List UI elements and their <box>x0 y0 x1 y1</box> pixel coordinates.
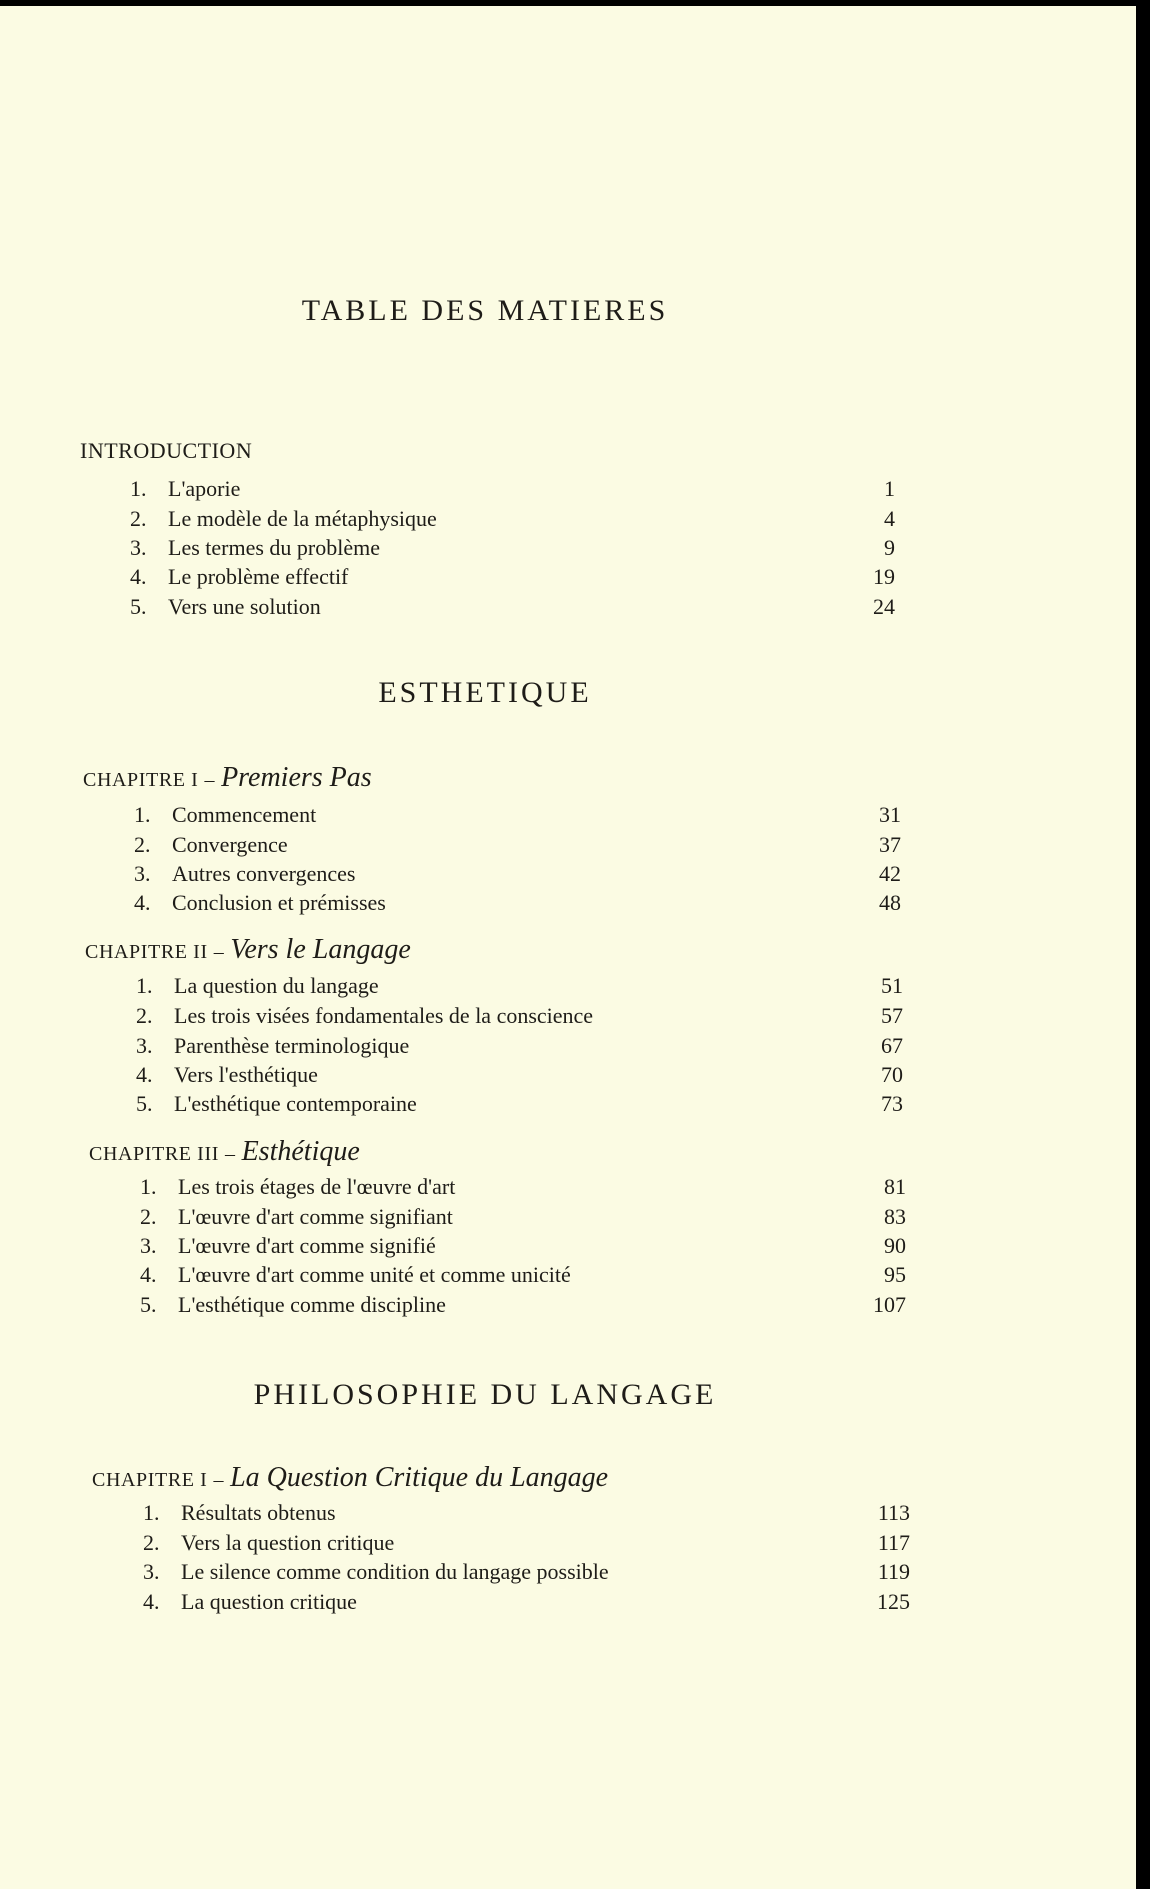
entry-title: L'aporie <box>168 476 241 501</box>
entry-page: 70 <box>881 1062 903 1087</box>
toc-entry[interactable] <box>143 1557 910 1587</box>
entry-page: 81 <box>884 1174 906 1199</box>
toc-entry[interactable] <box>136 1089 903 1119</box>
chapter-dash: – <box>204 769 216 791</box>
entry-number: 1. <box>130 476 147 501</box>
entry-title: Parenthèse terminologique <box>174 1033 410 1058</box>
toc-entry[interactable] <box>134 830 901 860</box>
entry-page: 67 <box>881 1033 903 1058</box>
toc-entry[interactable] <box>136 971 903 1001</box>
entry-number: 2. <box>140 1204 157 1229</box>
entry-title: Le problème effectif <box>168 564 349 589</box>
toc-entry[interactable] <box>143 1587 910 1617</box>
entry-number: 1. <box>143 1500 160 1525</box>
entry-page: 90 <box>884 1233 906 1258</box>
entry-page: 4 <box>884 506 895 531</box>
entry-page: 48 <box>879 890 901 915</box>
entry-title: La question critique <box>181 1589 357 1614</box>
entry-page: 117 <box>877 1530 910 1555</box>
chapter-subtitle: Esthétique <box>241 1136 360 1167</box>
chapter-dash: – <box>213 1469 225 1491</box>
entry-page: 9 <box>884 535 895 560</box>
entry-number: 1. <box>136 973 153 998</box>
toc-entry[interactable] <box>130 562 895 592</box>
entry-page: 119 <box>877 1559 910 1584</box>
entry-title: Conclusion et prémisses <box>172 890 386 915</box>
entry-page: 31 <box>879 802 901 827</box>
entry-title: L'esthétique comme discipline <box>178 1292 446 1317</box>
toc-entry[interactable] <box>140 1202 906 1232</box>
entry-number: 5. <box>140 1292 157 1317</box>
chapter-label: CHAPITRE I <box>92 1469 208 1491</box>
toc-entry[interactable] <box>140 1290 906 1320</box>
chapter-heading <box>92 1462 608 1494</box>
introduction-heading: INTRODUCTION <box>80 438 253 463</box>
entry-title: L'œuvre d'art comme signifiant <box>178 1204 453 1229</box>
toc-entry[interactable] <box>136 1031 903 1061</box>
entry-number: 2. <box>136 1003 153 1028</box>
toc-entry[interactable] <box>136 1001 903 1031</box>
entry-number: 3. <box>140 1233 157 1258</box>
entry-page: 73 <box>881 1091 903 1116</box>
toc-entry[interactable] <box>134 800 901 830</box>
entry-page: 1 <box>884 476 895 501</box>
entry-number: 4. <box>140 1262 157 1287</box>
entry-title: La question du langage <box>174 973 379 998</box>
entry-title: Vers l'esthétique <box>174 1062 318 1087</box>
entry-title: Vers une solution <box>168 594 321 619</box>
toc-entry[interactable] <box>130 592 895 622</box>
section-title-esthetique: ESTHETIQUE <box>378 676 592 709</box>
entry-number: 3. <box>130 535 147 560</box>
entry-title: Résultats obtenus <box>181 1500 336 1525</box>
entry-number: 3. <box>134 861 151 886</box>
entry-title: Le modèle de la métaphysique <box>168 506 437 531</box>
entry-page: 125 <box>877 1589 910 1614</box>
entry-page: 19 <box>873 564 895 589</box>
chapter-label: CHAPITRE I <box>83 769 199 791</box>
entry-page: 113 <box>877 1500 910 1525</box>
entry-title: Convergence <box>172 832 288 857</box>
entry-page: 24 <box>873 594 895 619</box>
toc-entry[interactable] <box>134 888 901 918</box>
book-page <box>0 6 1136 1889</box>
entry-title: Les trois étages de l'œuvre d'art <box>178 1174 456 1199</box>
entry-number: 4. <box>136 1062 153 1087</box>
entry-number: 2. <box>130 506 147 531</box>
toc-entry[interactable] <box>140 1231 906 1261</box>
entry-title: Les termes du problème <box>168 535 380 560</box>
entry-page: 95 <box>884 1262 906 1287</box>
chapter-heading <box>83 762 372 794</box>
entry-title: L'esthétique contemporaine <box>174 1091 417 1116</box>
entry-number: 2. <box>134 832 151 857</box>
toc-entry[interactable] <box>140 1172 906 1202</box>
chapter-subtitle: Vers le Langage <box>230 934 411 965</box>
chapter-label: CHAPITRE II <box>85 941 208 963</box>
entry-number: 4. <box>134 890 151 915</box>
toc-entry[interactable] <box>130 504 895 534</box>
chapter-label: CHAPITRE III <box>89 1143 219 1165</box>
entry-page: 37 <box>879 832 901 857</box>
toc-entry[interactable] <box>143 1498 910 1528</box>
toc-entry[interactable] <box>140 1260 906 1290</box>
chapter-dash: – <box>224 1143 236 1165</box>
section-title-philosophie: PHILOSOPHIE DU LANGAGE <box>253 1378 717 1411</box>
entry-title: Les trois visées fondamentales de la conscience <box>174 1003 594 1028</box>
chapter-dash: – <box>213 941 225 963</box>
toc-entry[interactable] <box>130 474 895 504</box>
page-title: TABLE DES MATIERES <box>301 294 669 327</box>
entry-number: 2. <box>143 1530 160 1555</box>
entry-number: 3. <box>143 1559 160 1584</box>
entry-number: 5. <box>130 594 147 619</box>
toc-entry[interactable] <box>134 859 901 889</box>
entry-title: Le silence comme condition du langage possible <box>181 1559 609 1584</box>
chapter-heading <box>89 1136 360 1168</box>
entry-page: 83 <box>884 1204 906 1229</box>
entry-title: Vers la question critique <box>181 1530 395 1555</box>
chapter-subtitle: Premiers Pas <box>221 762 372 793</box>
entry-page: 51 <box>881 973 903 998</box>
entry-number: 1. <box>140 1174 157 1199</box>
entry-page: 42 <box>879 861 901 886</box>
toc-entry[interactable] <box>143 1528 910 1558</box>
entry-number: 3. <box>136 1033 153 1058</box>
chapter-heading <box>85 934 411 966</box>
entry-title: Commencement <box>172 802 317 827</box>
toc-entry[interactable] <box>130 533 895 563</box>
entry-page: 107 <box>873 1292 906 1317</box>
entry-number: 4. <box>143 1589 160 1614</box>
entry-title: Autres convergences <box>172 861 356 886</box>
toc-entry[interactable] <box>136 1060 903 1090</box>
entry-page: 57 <box>881 1003 903 1028</box>
entry-title: L'œuvre d'art comme signifié <box>178 1233 436 1258</box>
chapter-subtitle: La Question Critique du Langage <box>230 1462 609 1493</box>
entry-number: 4. <box>130 564 147 589</box>
entry-title: L'œuvre d'art comme unité et comme unicité <box>178 1262 571 1287</box>
entry-number: 1. <box>134 802 151 827</box>
entry-number: 5. <box>136 1091 153 1116</box>
